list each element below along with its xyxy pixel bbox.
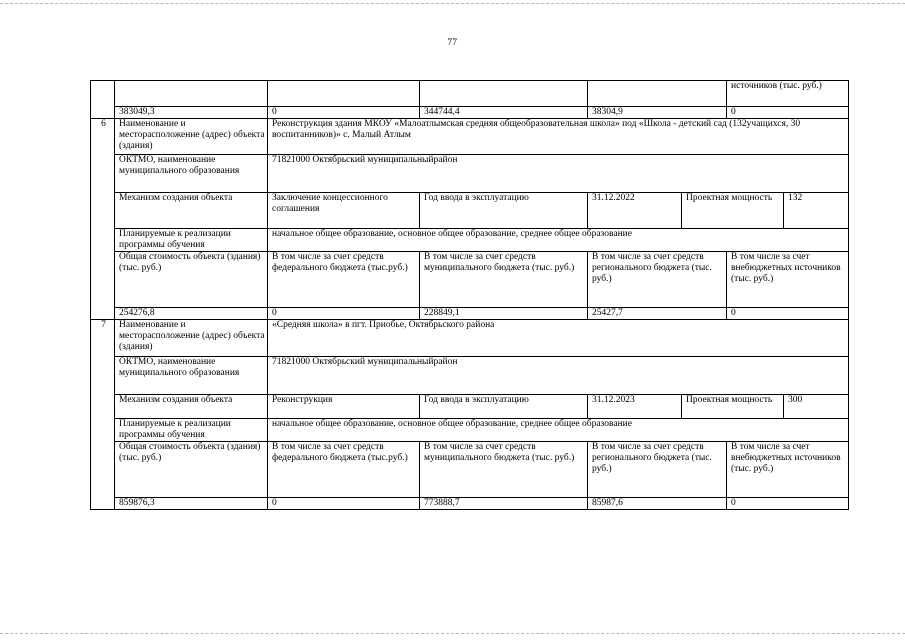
oktmo-row — [91, 357, 849, 395]
oktmo-row — [91, 155, 849, 193]
empty-cell — [115, 81, 268, 107]
mechanism-label: Механизм создания объекта — [115, 395, 268, 419]
cost-label: Общая стоимость объекта (здания) (тыс. руб.) — [115, 442, 268, 498]
extrabudget-value: 0 — [727, 498, 849, 510]
regional-label: В том числе за счет средств регионального бюджета (тыс. руб.) — [588, 442, 727, 498]
oktmo-value: 71821000 Октябрьский муниципальныйрайон — [268, 155, 849, 193]
mechanism-label: Механизм создания объекта — [115, 193, 268, 229]
cost-header-row — [91, 442, 849, 498]
index-cell-blank — [91, 81, 115, 119]
municipal-value: 773888,7 — [420, 498, 588, 510]
municipal-label: В том числе за счет средств муниципального бюджета (тыс. руб.) — [420, 252, 588, 308]
federal-label: В том числе за счет средств федерального бюджета (тыс.руб.) — [268, 252, 420, 308]
federal-value: 0 — [268, 308, 420, 320]
regional-value: 38304,9 — [588, 107, 727, 119]
programs-label: Планируемые к реализации программы обучения — [115, 419, 268, 442]
name-label: Наименование и месторасположение (адрес) объекта (здания) — [115, 119, 268, 155]
programs-row — [91, 419, 849, 442]
regional-label: В том числе за счет средств регионального бюджета (тыс. руб.) — [588, 252, 727, 308]
programs-row — [91, 229, 849, 252]
oktmo-label: ОКТМО, наименование муниципального образования — [115, 357, 268, 395]
oktmo-label: ОКТМО, наименование муниципального образования — [115, 155, 268, 193]
capacity-value: 300 — [784, 395, 849, 419]
extrabudget-label: В том числе за счет внебюджетных источников (тыс. руб.) — [727, 252, 849, 308]
empty-cell — [268, 81, 420, 107]
federal-value: 0 — [268, 107, 420, 119]
mechanism-value: Реконструкция — [268, 395, 420, 419]
school-objects-table — [90, 80, 849, 510]
name-value: «Средняя школа» в пгт. Приобье, Октябрьского района — [268, 320, 849, 357]
regional-value: 25427,7 — [588, 308, 727, 320]
commission-date: 31.12.2022 — [588, 193, 682, 229]
capacity-label: Проектная мощность — [682, 193, 784, 229]
object-name-row — [91, 119, 849, 155]
empty-cell — [420, 81, 588, 107]
continuation-values-row — [91, 107, 849, 119]
name-value: Реконструкция здания МКОУ «Малоатлымская средняя общеобразовательная школа» под «Школа - детский сад (132учащихся, 30 воспитанников)» с. Малый Атлым — [268, 119, 849, 155]
federal-value: 0 — [268, 498, 420, 510]
programs-value: начальное общее образование, основное общее образование, среднее общее образование — [268, 229, 849, 252]
cost-label: Общая стоимость объекта (здания) (тыс. руб.) — [115, 252, 268, 308]
commission-date: 31.12.2023 — [588, 395, 682, 419]
programs-value: начальное общее образование, основное общее образование, среднее общее образование — [268, 419, 849, 442]
extrabudget-header-cell: источников (тыс. руб.) — [727, 81, 849, 107]
cost-header-row — [91, 252, 849, 308]
cost-values-row — [91, 498, 849, 510]
regional-value: 85987,6 — [588, 498, 727, 510]
programs-label: Планируемые к реализации программы обучения — [115, 229, 268, 252]
commission-label: Год ввода в эксплуатацию — [420, 395, 588, 419]
object-index: 6 — [91, 119, 115, 320]
mechanism-row — [91, 395, 849, 419]
municipal-value: 344744,4 — [420, 107, 588, 119]
municipal-value: 228849,1 — [420, 308, 588, 320]
mechanism-row — [91, 193, 849, 229]
total-cost-value: 859876,3 — [115, 498, 268, 510]
continuation-header-row — [91, 81, 849, 107]
extrabudget-label: В том числе за счет внебюджетных источников (тыс. руб.) — [727, 442, 849, 498]
total-cost-value: 383049,3 — [115, 107, 268, 119]
municipal-label: В том числе за счет средств муниципального бюджета (тыс. руб.) — [420, 442, 588, 498]
mechanism-value: Заключение концессионного соглашения — [268, 193, 420, 229]
extrabudget-value: 0 — [727, 308, 849, 320]
total-cost-value: 254276,8 — [115, 308, 268, 320]
extrabudget-value: 0 — [727, 107, 849, 119]
commission-label: Год ввода в эксплуатацию — [420, 193, 588, 229]
scan-edge-top — [0, 3, 905, 4]
empty-cell — [588, 81, 727, 107]
cost-values-row — [91, 308, 849, 320]
oktmo-value: 71821000 Октябрьский муниципальныйрайон — [268, 357, 849, 395]
federal-label: В том числе за счет средств федерального бюджета (тыс.руб.) — [268, 442, 420, 498]
capacity-label: Проектная мощность — [682, 395, 784, 419]
capacity-value: 132 — [784, 193, 849, 229]
name-label: Наименование и месторасположение (адрес) объекта (здания) — [115, 320, 268, 357]
object-index: 7 — [91, 320, 115, 510]
scan-edge-bottom — [0, 633, 905, 634]
object-name-row — [91, 320, 849, 357]
page-number: 77 — [447, 37, 458, 47]
